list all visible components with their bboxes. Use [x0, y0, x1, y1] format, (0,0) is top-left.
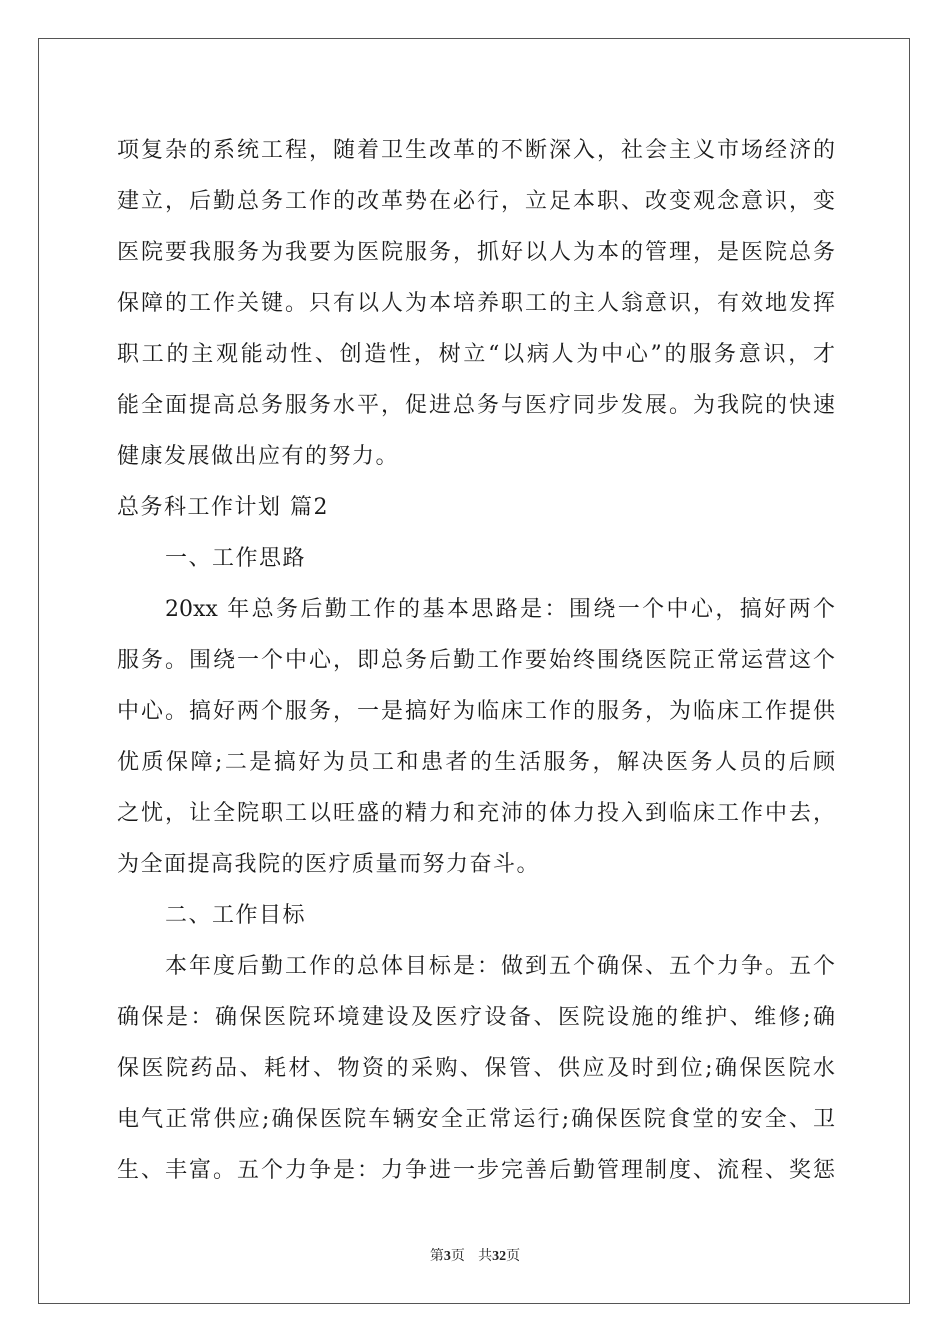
text-line: 健康发展做出应有的努力。	[117, 444, 400, 469]
text-line: 医院要我服务为我要为医院服务，抓好以人为本的管理，是医院总务	[117, 240, 835, 265]
text-line: 中心。搞好两个服务，一是搞好为临床工作的服务，为临床工作提供	[117, 699, 835, 724]
footer-total-pages: 32	[492, 1249, 507, 1264]
text-line: 建立，后勤总务工作的改革势在必行，立足本职、改变观念意识，变	[117, 189, 835, 214]
footer-page-number: 3	[443, 1249, 451, 1264]
text-line: 之忧，让全院职工以旺盛的精力和充沛的体力投入到临床工作中去，	[117, 801, 835, 826]
text-line: 总务科工作计划 篇2	[117, 495, 329, 520]
text-line: 保医院药品、耗材、物资的采购、保管、供应及时到位;确保医院水	[117, 1056, 835, 1081]
text-line: 二、工作目标	[165, 903, 307, 928]
text-line: 为全面提高我院的医疗质量而努力奋斗。	[117, 852, 541, 877]
text-line: 项复杂的系统工程，随着卫生改革的不断深入，社会主义市场经济的	[117, 138, 835, 163]
text-line: 优质保障;二是搞好为员工和患者的生活服务，解决医务人员的后顾	[117, 750, 835, 775]
text-line: 20xx 年总务后勤工作的基本思路是：围绕一个中心，搞好两个	[165, 597, 835, 622]
footer-total-suffix: 页	[506, 1248, 521, 1264]
text-line: 服务。围绕一个中心，即总务后勤工作要始终围绕医院正常运营这个	[117, 648, 835, 673]
text-line: 一、工作思路	[165, 546, 307, 571]
text-line: 保障的工作关键。只有以人为本培养职工的主人翁意识，有效地发挥	[117, 291, 835, 316]
footer-prefix: 第	[429, 1248, 444, 1264]
footer-page-suffix: 页	[450, 1248, 465, 1264]
text-line: 电气正常供应;确保医院车辆安全正常运行;确保医院食堂的安全、卫	[117, 1107, 835, 1132]
footer-total-prefix: 共	[478, 1248, 493, 1264]
page-footer	[0, 1245, 950, 1265]
text-line: 本年度后勤工作的总体目标是：做到五个确保、五个力争。五个	[165, 954, 835, 979]
text-line: 确保是：确保医院环境建设及医疗设备、医院设施的维护、维修;确	[117, 1005, 835, 1030]
document-body	[117, 130, 835, 1201]
text-line: 能全面提高总务服务水平，促进总务与医疗同步发展。为我院的快速	[117, 393, 835, 418]
text-line: 职工的主观能动性、创造性，树立“以病人为中心”的服务意识，才	[117, 342, 835, 367]
text-line: 生、丰富。五个力争是：力争进一步完善后勤管理制度、流程、奖惩	[117, 1158, 835, 1183]
